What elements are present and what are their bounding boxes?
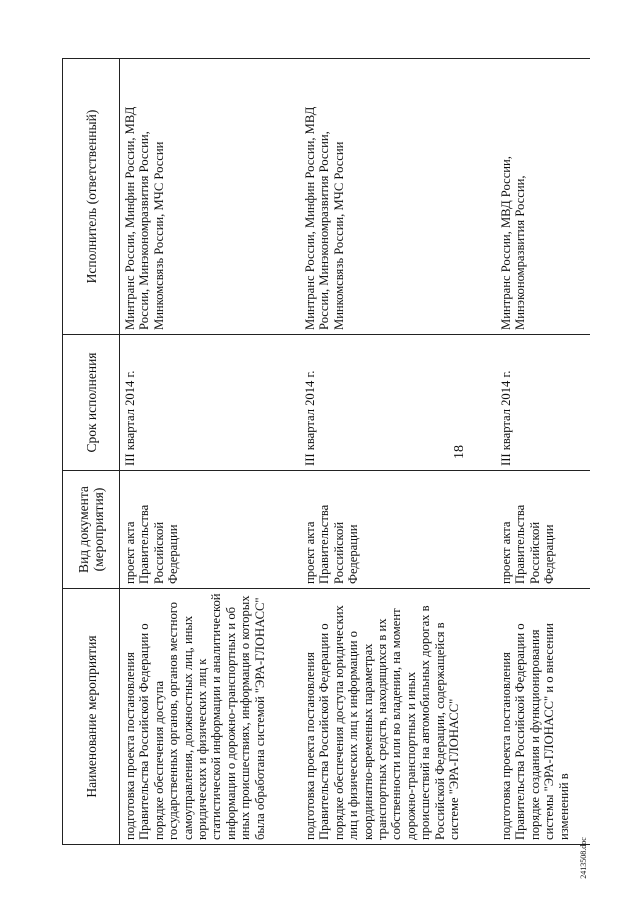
cell-deadline: III квартал 2014 г. <box>496 335 590 471</box>
cell-name: подготовка проекта постановления Правительства Российской Федерации о порядке обеспечения доступа государственных органов, органов местного самоуправления, должностных лиц, иных юридических и физических лиц к статистической информации и аналитической информации о дорожно-транспортных и об иных происшествиях, информация о которых была обработана системой "ЭРА-ГЛОНАСС" <box>120 589 301 845</box>
cell-name: подготовка проекта постановления Правительства Российской Федерации о порядке создания и функционирования системы "ЭРА-ГЛОНАСС" и о внесении изменений в <box>496 589 590 845</box>
header-deadline: Срок исполнения <box>63 335 120 471</box>
cell-name: подготовка проекта постановления Правительства Российской Федерации о порядке обеспечения доступа юридических лиц и физических лиц к информации о координатно-временных параметрах транспортных средств, находящихся в их собственности или во владении, на момент дорожно-транспортных и иных происшествий на автомобильных дорогах в Российской Федерации, содержащейся в системе "ЭРА-ГЛОНАСС" <box>300 589 496 845</box>
header-name: Наименование мероприятия <box>63 589 120 845</box>
header-executor: Исполнитель (ответственный) <box>63 59 120 335</box>
cell-doc-type: проект акта Правительства Российской Федерации <box>120 471 301 589</box>
measures-table <box>62 58 590 845</box>
cell-deadline: III квартал 2014 г. <box>300 335 496 471</box>
landscape-page <box>62 59 586 845</box>
table-row <box>120 59 301 845</box>
cell-deadline: III квартал 2014 г. <box>120 335 301 471</box>
cell-doc-type: проект акта Правительства Российской Федерации <box>496 471 590 589</box>
table-row <box>496 59 590 845</box>
table-header <box>63 59 120 845</box>
cell-executor: Минтранс России, Минфин России, МВД России, Минэкономразвития России, Минкомсвязь России, МЧС России <box>300 59 496 335</box>
cell-executor: Минтранс России, МВД России, Минэкономразвития России, <box>496 59 590 335</box>
cell-executor: Минтранс России, Минфин России, МВД России, Минэкономразвития России, Минкомсвязь России, МЧС России <box>120 59 301 335</box>
header-doc-type: Вид документа (мероприятия) <box>63 471 120 589</box>
table-row <box>300 59 496 845</box>
page-number: 18 <box>452 445 467 459</box>
cell-doc-type: проект акта Правительства Российской Федерации <box>300 471 496 589</box>
footer-doc-code: 2413508.doc <box>579 837 588 879</box>
